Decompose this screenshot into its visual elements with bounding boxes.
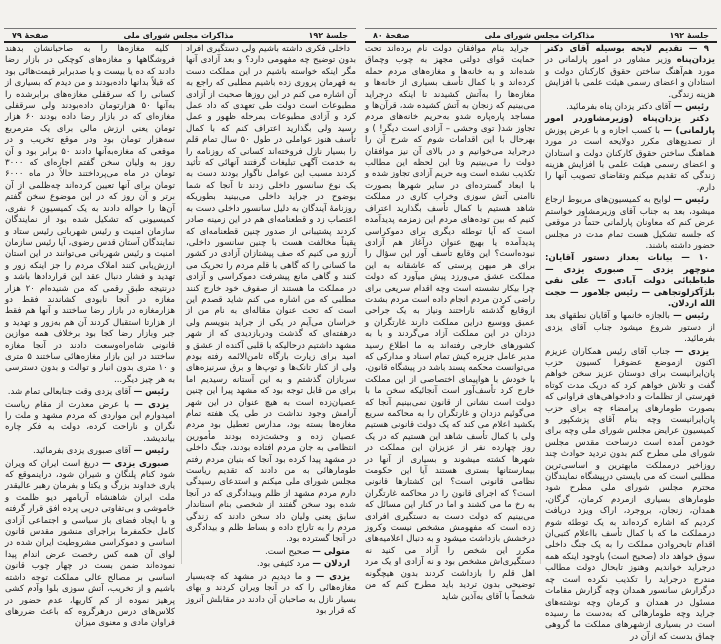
paragraph (5, 400, 175, 446)
paragraph (186, 572, 356, 618)
paragraph-text: دریغ است ایران که ویران شود کنام پلنگان و شیران شود، دراینموقع که یاری خداوند بزرگ و یکتا و بفرمان رهبر عالیقدر ملت ایران شاهنشاه آریامهر دیو ظلمت و خاموشی و بی‌تفاوتی درپی پرده افق قرار گرفته و با ایجاد فضای باز سیاسی و اجتماعی آزادی کامل حکمفرما براجرای منشور مقدس قانون اساسی و دموکراسی مشروطیت ایران شده در لوای آن همه کس رخصت عرض اندام پیدا نموده‌اند ضمن بست در چهار چوب قانون اساسی بر مصالح عالی مملکت توجه داشته باشیم و از تخریب، آتش سوزی بلوا وآدم کشی پرهیز نموده از کم کاریها، عدم حضور در کلاس‌های درس درهرگروه که باعث ضررهای فراوان مادی و معنوی میزان (5, 458, 175, 629)
speaker-name: صبوری یزدی — (102, 458, 169, 469)
session-number: جلسهٔ ۱۹۲ (669, 30, 709, 40)
speaker-name: ۱۰ — بیانات بعداز دستور آقایان: منوچهر یزدی — صبوری یزدی — طباطبائی دولت آبادی — علی نقی بلژآکزلوتجاهی — رئیس جلامور — حجت الله اردلان. (545, 253, 715, 309)
paragraph (545, 195, 715, 252)
page-number: صفحهٔ ۸۰ (373, 30, 410, 40)
paragraph-text: جناب آقای رئیس همکاران عزیزم اکنون ازموضع عضوفرا کسیون حزب پان‌ایرانیست برای دوستان عزیز سخن خواهم گفت و تلاش خواهم کرد که دریک مدت کوتاه فهرستی از تظلمات و دادخواهی‌های فراوانی که بصورت طومارهای پرامضاء چه برای حزب پان‌ایرانیست وچه بنام آقای پزشکپور و کمیسیون عرایض مجلس شورای ملی وچه برای خودمن آمده است درساحت مقدس مجلس شورای ملی مطرح کنم بدون تردید حوادث چند روزاخیر درمملکت مابهترین و اساسی‌ترین مطلبی است که می بایستی درپیشگاه نمایندگان محترم مجلس شورای ملی مطرح شود طومارهای بسیاری ازمردم کرمان، گرگان، همدان، زنجان، بروجرد، اراک ویزد دریافت کردیم که اشاره کرده‌اند به یک توطئه شوم درمملکت ما که با کمال تأسف بااعلام کتبی‌ان اقدام تابحروادن مملکت را به یک جنگ داخلی سوق خواهد داد (صحیح است) باوجود اینکه همه درجراید خواندیم وهنوز تابحال دولت مطالب مندرج درجراید را تکذیب نکرده است چه درگزارش سانسور همدان وچه گزارش مقامات مسئول در همدان و کرمان وچه نوشته‌های جراید وچه طومارهائی که به‌دست ما رسیده است در بسیاری ازشهرهای مملکت ما گروهی چماق بدست که ازآن در (545, 346, 715, 642)
paragraph (5, 459, 175, 630)
paragraph-text: جراید بنام موافقان دولت نام برده‌اند تحت حمایت قوای دولتی مجهز به چوب وچماق شده‌اند و به خانه‌ها و مغازه‌های مردم حمله کرده‌اند و با کمال تأسف بسیاری از خانه‌ها و مغازه‌ها را به‌آتش کشیدند تا اینکه درجراید می‌بینیم که زنجان به آتش کشیده شد، قرآن‌ها و مساجد پاره‌پاره شدو به‌حریم خانه‌های مردم تجاوز شد( توی وحشی‌ – آزادی است دیگر! ) و بهرحال با این اقدامات شوم که شرح آن را درجراید می‌خوانیم و در بالای آن نیز موافقان دولت را می‌بینیم وتا این لحظه این مطالب تکذیب نشده است وبه حریم آزادی تجاوز شده و با ابعاد گسترده‌ای در سایر شهرها بصورت ناامنی آتش سوزی وخراب کاری در مملکت شاهد هستیم با کمال تأسف بگذارید اعتراف کنیم که بین توده‌های مردم این زمزمه پدیدآمده است که آیا توطئه دیگری برای دموکراسی پدیدآمده یا بهیچ عنوان درآغاز هم آزادی نبوده‌است؟ این وقایع تأسف آور این سؤال را برای هر میهن پرستی که عاشقانه به این مملکت عشق می‌ورزد پیش میآورد که دولت چرا بیکار نشسته است وچه اقدام سریعی برای راضی کردن مردم انجام داده است مردم بشدت ازوقایع گذشته ناراحتند ونیاز به یک جراحی عمیق ووسیع دراین مملکت دارند غارتگران و دزدان در این مملکت آزاد می‌گردند و با به کشورهای خارجی رفته‌اند به ما اطلاع رسید مدیر عامل جزیره کیش تمام اسناد و مدارکی که می‌توانست محکمه پسند باشد در پیشگاه قانون، با خودش با هواپیمای اختصاصی از این مملکت خارج کرد تأسف‌آور است آنجائیکه سخن ما با دولت است نشانی از قانون نمی‌بینیم آنجا که می‌گوئیم دزدان و غارتگران را به محاکمه سریع بکشید اعلام می کند که یک دولت قانونی هستیم ولی با کمال تأسف شاهد این هستیم که در یک روز چهارده نفر از عزیزان این مملکت در شهرها کشته میشوند و بسیاری از آنها در بیمارستانها بستری هستند آیا این حکومت نظامی قانونی است؟ این کشتارها قانونی است؟ که اجرای قانون را در محاکمه غارتگران به رخ ما می کشند و اما در کنار این مسائل که می‌بینیم که دولت دست به دستگیری افرادی زده است که مفهومش مشخص نیست وکروز درخشش بازداشت میشود و به دنبال اعلامیه‌های مکرر این شخص را آزاد می کنید نه دستگیری‌اش مشخص بود و نه آزادی او یک مرد اهل قلم را بازداشت کردند بدون هیچگونه توضیحی بدون تردید باید مطرح کنم که من شخصاً با آقای به‌آذین شاید (365, 44, 535, 602)
paragraph-text: صحیح است. (265, 546, 310, 557)
paragraph (5, 446, 175, 457)
paragraph-text: و ما دیدیم در مشهد که چه‌بسیار مغازه‌هائی را که در آنجا ویران کردند و بهای بسیار نازل به صاحبان آن دادند در مقابلش آنروز که قرار بود (186, 571, 356, 616)
speaker-name: دکتر یزدان‌پناه (وزیرمشاوردر امور پارلمانی) — (545, 114, 715, 136)
text-column-right (545, 44, 715, 644)
paragraph (186, 559, 356, 570)
speaker-name: متولی — (312, 546, 350, 557)
paragraph-text: لوایح به کمیسیون‌های مربوط ارجاع میشود، بعد به جناب آقای وزیرمشاور خواستم عرض کنم که معاونان پارلمانی حتماً در موقعی که جلسه تشکیل هست تمام مدت در مجلس حضور داشته باشند. (545, 195, 715, 251)
page-number: صفحهٔ ۷۹ (12, 30, 49, 40)
paragraph (186, 547, 356, 558)
paragraph (5, 387, 175, 398)
paragraph (186, 44, 356, 546)
speaker-name: رئیس — (673, 102, 709, 113)
paragraph (365, 44, 535, 603)
paragraph (545, 311, 715, 345)
right-page (361, 0, 721, 642)
speaker-name: رئیس — (133, 387, 169, 398)
paragraph (545, 114, 715, 194)
paragraph-text: کلیه مغازه‌ها را به صاحبانشان بدهند فروشگاهها و مغازه‌های کوچکی در بازار رضا دادند که ده یا بیست و یا صدبرابر قیمت‌هائی بود که قبلاً بدانها داده‌بودند و من دیدم که بسیاری از کسانی را که سرقفلی مغازه‌های برابرشده را به‌آنها ۵۰ هزارتومان داده‌بودند ولی سرقفلی مغازه‌ای که در بازار رضا داده بودند ۶۰ هزار تومان یعنی ارزش مالی برای یک مترمربع سه‌هزار تومان بود ودر موقع تخریب و در موقعی که مغازه‌به‌آنها دادند ۵۰ برابر بود و آن روز به ولیان سخن گفتم اجاره‌ای که ۳۰۰۰ تومان در ماه می‌پرداختند حالاً در ماه ۶۰۰۰ تومان برای آنها تعیین کرده‌اند چه‌ظلمی از آن برتر و آن روز که در این موضوع سخن گفتم آن‌ها را حواله دادند به یک کمیسیون ۶ نفری، کمیسیونی که تشکیل شده بود از نمایندگان سازمان امنیت و رئیس شهربانی رئیس ستاد و نمایندگان آستان قدس رضوی، آیا رئیس سازمان امنیت و رئیس شهربانی می‌توانند در این استان ارزش‌یابی کنند املاک مردم را جز اینکه زور و تهدید و فشار دنبال عقد این قراردادها باشد و درنتیجه طبق رقمی که من شنیده‌ام ۲۰ هزار مغازه در آنجا نابودی کشاندند فقط دو هزارمغازه در بازار رضا ساختند و آنها هم فقط از هزارتا استقبال کردند آن هم به‌زور و تهدید و جبر وبازار رضا کجا بود برخلاف همه موازین قانونی شاه‌راه‌وسعت دادند در آنجا مغازه ساختند در این بازار مغازه‌هائی ساختند ۵ متری و ۱۰ متری بدون انبار و توالت و بدون دسترسی به هر چیز دیگر... (5, 44, 176, 385)
paragraph-text: بالجازه خانمها و آقایان نطقهای بعد از دستور شروع میشود جناب آقای یزدی بفرمائید. (545, 311, 715, 345)
text-column-right (186, 44, 356, 618)
paragraph-text: با عرض معذرت از مقام ریاست امیدوارم این مواردی که مردم مشهد و ملت را نگران و ناراحت کرده، دولت به فکر چاره بیاندیشد. (5, 399, 175, 444)
speaker-name: یزدی — (134, 399, 170, 410)
page-header (365, 28, 717, 43)
paragraph (545, 102, 715, 113)
column-divider (181, 44, 182, 564)
paragraph (545, 253, 715, 310)
paragraph (545, 44, 715, 101)
speaker-name: اردلان — (312, 559, 350, 570)
paragraph-text: با کسب اجازه و با عرض پوزش از تصدیع‌های مکرر دولایحه است در مورد هماهنگ ساختن حقوق کارکنان دولت و استادان و اعضای رسمی هیئت علمی با افزایش هزینه زندگی که تقدیم میکنم وتقاضای تصویب آنها را دارم. (545, 125, 715, 193)
page-header (4, 28, 356, 43)
column-divider (540, 44, 541, 564)
paragraph (5, 44, 175, 386)
speaker-name: رئیس — (133, 446, 169, 457)
text-column-left (365, 44, 535, 604)
speaker-name: یزدی — (674, 346, 709, 357)
paragraph-text: وزیر مشاور در امور پارلمانی در مورد هم‌آهنگ ساختن حقوق کارکنان دولت و استادان و اعضای رسمی هیئت علمی با افزایش هزینه زندگی. (545, 55, 715, 100)
left-page (0, 0, 360, 629)
speaker-name: رئیس — (673, 195, 709, 206)
paragraph-text: آقای صبوری یزدی بفرمائید. (32, 446, 131, 457)
paragraph-text: مرد کثیفی بود. (256, 559, 310, 570)
running-title: مذاکرات مجلس شورای ملی (123, 30, 234, 40)
session-number: جلسهٔ ۱۹۲ (308, 30, 348, 40)
speaker-name: یزدی — (315, 571, 350, 582)
speaker-name: ۹ — تقدیم لایحه بوسیله آقای دکتر یزدان‌پناه (545, 44, 715, 66)
running-title: مذاکرات مجلس شورای ملی (484, 30, 595, 40)
paragraph-text: داخلی فکری داشته باشیم ولی دستگیری افراد بدون توضیح چه مفهومی دارد؟ و بعد آزادی آنها مگر اینکه خواسته باشیم در این مملکت دست به قهرمان پروری زده باشیم مطلبی که راجع به آن اشاره می کنم در این روزها صحبت از آزادی مطبوعات است دولت طی تعهدی که داد عمل کرد و آزادی مطبوعات بمرحله ظهور و عمل رسید ولی بگذارید اعتراف کنم که با کمال تأسف هنوز عواملی در طول ۵۰ سال تمام قلم را بسیار نازل فروخته‌اند کسانی که روزنامه را به خدمت آگهی تبلیغات گرفتند آنهائی که تأثید کردند مسبب این عوامل ناگوار بودند دست به یک نوع سانسور داخلی زدند تا آنجا که شما بوضوح در جراید داخلی می‌بینید بطوریکه روزنامهٔ آیندگان به دلیل سانسور داخلی دست به اعتصاب زد و قطعنامه‌ای هم در این زمینه صادر کردند پشتیبانی از صدور چنین قطعنامه‌ای که یقیناً مخالفت هست با چنین سانسور داخلی، آرزو می کنیم که صف پیشتازان آزادی در کشور ما کسانی را که گاهی با قلم مردم را تحریک می کنند و گاهی مانع پیشرفت دموکراسی و آزادی در مملکت ما هستند از صفوف خود خارج کنند مطلبی که من اشاره می کنم شاید قصدم این است که تحت عنوان مقاله‌ای به نام من از خراسان می‌آیم در یکی از جراید بنویسم ولی درهفته‌ای که گذشت ودرباز‌دیدی که از شهر مشهد داشتیم درحالیکه با قلبی آکنده از عشق و امید برای زیارت بارگاه ثامن‌الائمه رفته بودم ولی از کنار تانک‌ها و توپ‌ها و برق سرنیزه‌های سربازان گذشتم و به این آستانه رسیدیم اما برای من قابل توجه بود که مشهد پیرا این چنین عصیان‌زده است به هیچ عنوان در این شهر آرامش وجود نداشت در طی یک هفته تمام مغازه‌ها بسته بود، مدارس تعطیل بود مردم عصیان زده و وحشت‌زده بودند مأمورین انتظامی به جان مردم افتاده بودند، جنگ داخلی در مشهد پیدا کرده بود آنجا که بنیان مردم رفتم طومارهائی به من دادند که تقدیم ریاست مجلس شورای ملی میکنم و استدعای رسیدگی دارم مردم مشهد از ظلم وبیدادگری که در آنجا شده بود سخن گفتند از شخصی بنام استاندار سابق یعنی ولیان داد سخن دادند که زندگی مردم را به تاراج داده و بساط ظلم و بیدادگری در آنجا گسترده بود. (186, 44, 357, 545)
text-column-left (5, 44, 175, 631)
speaker-name: رئیس — (673, 311, 709, 322)
paragraph-text: آقای یزدی وقت جنابعالی تمام شد. (7, 387, 131, 398)
paragraph-text: آقای دکتر یزدان پناه بفرمائید. (566, 102, 671, 113)
